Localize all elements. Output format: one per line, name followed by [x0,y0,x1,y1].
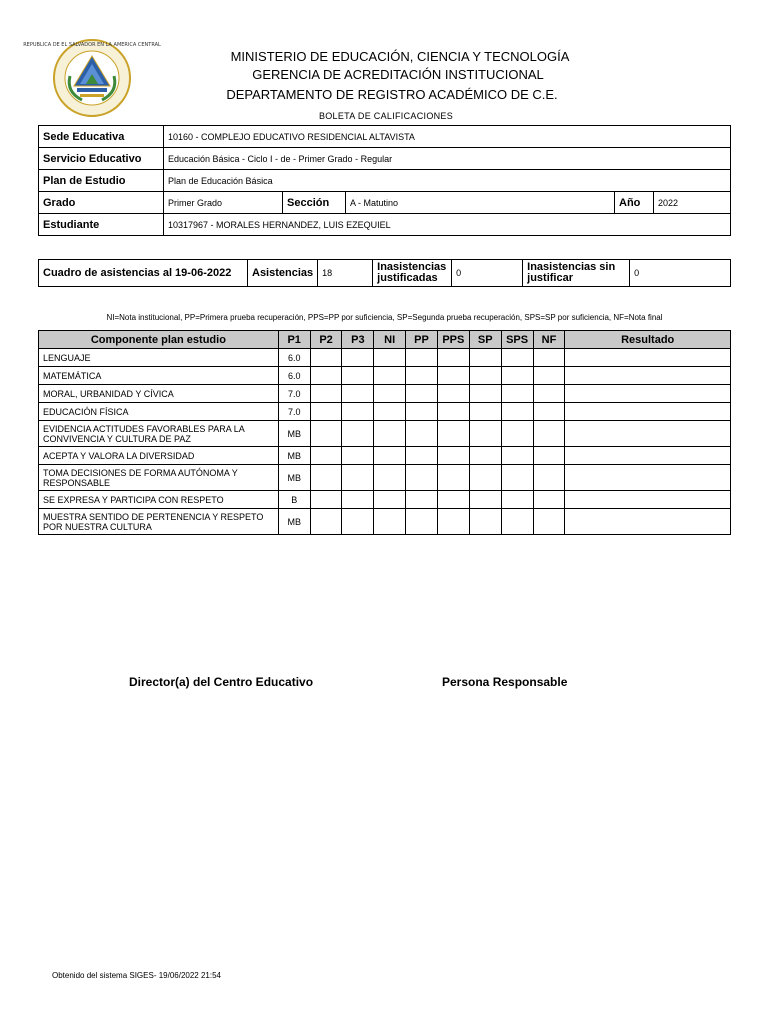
sede-label: Sede Educativa [39,126,164,148]
servicio-label: Servicio Educativo [39,148,164,170]
anio-value: 2022 [654,192,731,214]
header-resultado: Resultado [565,331,731,349]
grades-table [38,330,731,535]
table-row [39,349,731,367]
grade-p1: MB [278,465,310,491]
attendance-table [38,259,731,287]
servicio-value: Educación Básica - Ciclo I - de - Primer Grado - Regular [164,148,731,170]
grade-p1: MB [278,509,310,535]
sede-row [39,126,731,148]
table-row [39,491,731,509]
header-pps: PPS [437,331,469,349]
header-p3: P3 [342,331,374,349]
subject-name: ACEPTA Y VALORA LA DIVERSIDAD [39,447,279,465]
grade-p1: 6.0 [278,367,310,385]
header-pp: PP [406,331,438,349]
student-info-table [38,125,731,236]
attendance-date-label: Cuadro de asistencias al 19-06-2022 [39,260,248,287]
director-signature-label: Director(a) del Centro Educativo [129,675,314,689]
estudiante-value: 10317967 - MORALES HERNANDEZ, LUIS EZEQUIEL [164,214,731,236]
asistencias-value: 18 [318,260,373,287]
header-sp: SP [469,331,501,349]
abbreviation-legend: NI=Nota institucional, PP=Primera prueba recuperación, PPS=PP por suficiencia, SP=Segunda prueba recuperación, SPS=SP por suficiencia, NF=Nota final [106,313,663,322]
seccion-label: Sección [283,192,346,214]
grado-row [39,192,731,214]
estudiante-row [39,214,731,236]
subject-name: SE EXPRESA Y PARTICIPA CON RESPETO [39,491,279,509]
table-row [39,367,731,385]
subject-name: LENGUAJE [39,349,279,367]
grade-p1: B [278,491,310,509]
table-row [39,465,731,491]
justificadas-label: Inasistencias justificadas [373,260,452,287]
header-p2: P2 [310,331,342,349]
subject-name: MORAL, URBANIDAD Y CÍVICA [39,385,279,403]
sede-value: 10160 - COMPLEJO EDUCATIVO RESIDENCIAL ALTAVISTA [164,126,731,148]
table-row [39,447,731,465]
servicio-row [39,148,731,170]
header-ni: NI [374,331,406,349]
asistencias-label: Asistencias [248,260,318,287]
subject-name: MATEMÁTICA [39,367,279,385]
ministry-title: MINISTERIO DE EDUCACIÓN, CIENCIA Y TECNOLOGÍA [230,49,570,64]
sin-justificar-value: 0 [630,260,731,287]
department-title: DEPARTAMENTO DE REGISTRO ACADÉMICO DE C.E. [226,87,558,102]
management-title: GERENCIA DE ACREDITACIÓN INSTITUCIONAL [252,67,544,82]
table-row [39,385,731,403]
anio-label: Año [615,192,654,214]
header-componente: Componente plan estudio [39,331,279,349]
subject-name: TOMA DECISIONES DE FORMA AUTÓNOMA Y RESPONSABLE [39,465,279,491]
grade-p1: 7.0 [278,403,310,421]
justificadas-value: 0 [452,260,523,287]
grade-p1: 6.0 [278,349,310,367]
responsible-signature-label: Persona Responsable [442,675,568,689]
seal-text: REPUBLICA DE EL SALVADOR EN LA AMERICA CENTRAL [23,42,161,48]
grades-header-row [39,331,731,349]
subject-name: EDUCACIÓN FÍSICA [39,403,279,421]
plan-value: Plan de Educación Básica [164,170,731,192]
subject-name: EVIDENCIA ACTITUDES FAVORABLES PARA LA CONVIVENCIA Y CULTURA DE PAZ [39,421,279,447]
grade-p1: 7.0 [278,385,310,403]
header-p1: P1 [278,331,310,349]
seccion-value: A - Matutino [346,192,615,214]
grade-p1: MB [278,447,310,465]
table-row [39,509,731,535]
grado-value: Primer Grado [164,192,283,214]
plan-label: Plan de Estudio [39,170,164,192]
report-title: BOLETA DE CALIFICACIONES [318,111,454,121]
table-row [39,403,731,421]
table-row [39,421,731,447]
grade-p1: MB [278,421,310,447]
sin-justificar-label: Inasistencias sin justificar [523,260,630,287]
grado-label: Grado [39,192,164,214]
header-sps: SPS [501,331,533,349]
plan-row [39,170,731,192]
system-footer: Obtenido del sistema SIGES- 19/06/2022 21:54 [52,971,221,980]
header-nf: NF [533,331,565,349]
coat-of-arms-seal [23,36,161,120]
estudiante-label: Estudiante [39,214,164,236]
subject-name: MUESTRA SENTIDO DE PERTENENCIA Y RESPETO POR NUESTRA CULTURA [39,509,279,535]
